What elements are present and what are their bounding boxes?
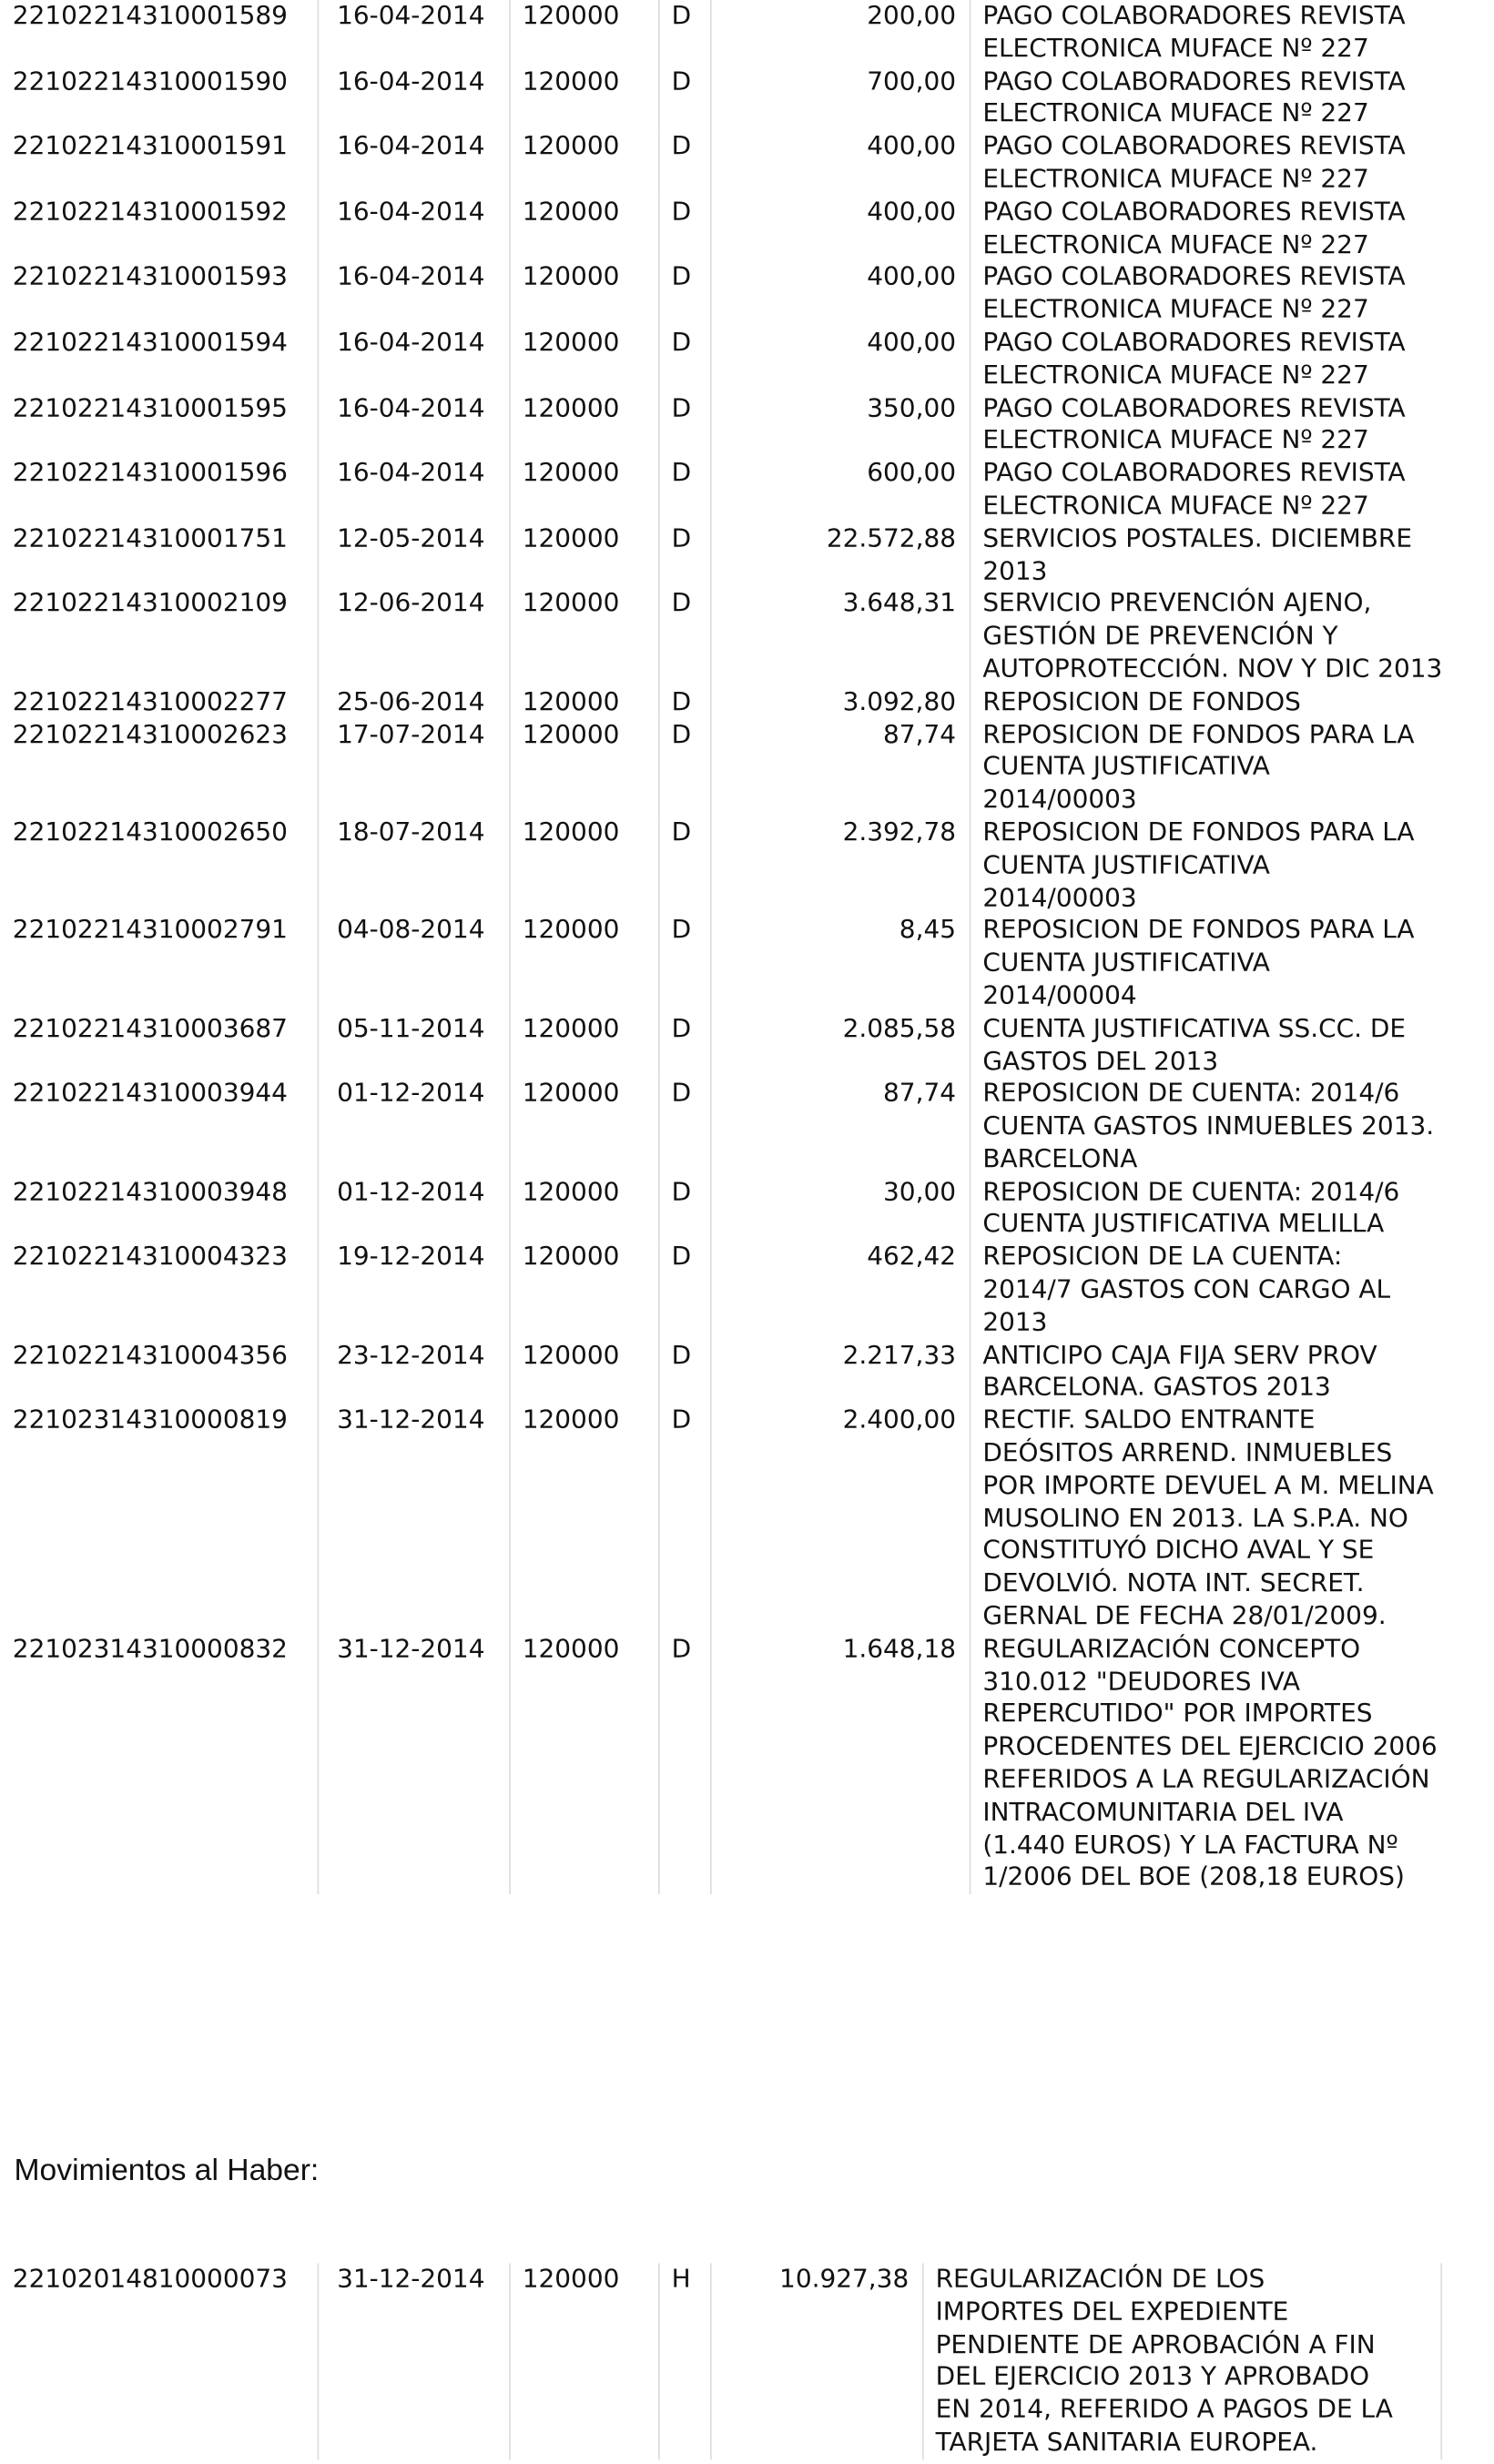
- concepto-line: REPOSICION DE LA CUENTA:: [982, 1241, 1343, 1272]
- concepto-line: SERVICIOS POSTALES. DICIEMBRE: [982, 522, 1412, 553]
- documento-cell: 22102214310003948: [12, 1175, 288, 1206]
- tipo-cell: D: [658, 261, 710, 327]
- concepto-cell: [970, 392, 1494, 458]
- concepto-cell: [970, 1339, 1494, 1404]
- concepto-line: CUENTA JUSTIFICATIVA: [982, 947, 1270, 978]
- table-row: [0, 457, 1494, 522]
- tipo-cell: D: [658, 1012, 710, 1078]
- concepto-line: GESTIÓN DE PREVENCIÓN Y: [982, 620, 1338, 651]
- documento-cell: 22102214310001596: [12, 457, 288, 488]
- concepto-line: SERVICIO PREVENCIÓN AJENO,: [982, 587, 1372, 618]
- concepto-line: PENDIENTE DE APROBACIÓN A FIN: [935, 2328, 1376, 2359]
- movimientos-haber-heading: Movimientos al Haber:: [14, 2153, 320, 2188]
- documento-cell: 22102214310002650: [12, 816, 288, 847]
- concepto-line: PAGO COLABORADORES REVISTA: [982, 65, 1406, 96]
- documento-cell: 22102214310002109: [12, 587, 288, 618]
- concepto-line: ELECTRONICA MUFACE Nº 227: [982, 293, 1369, 324]
- cuenta-cell: 120000: [509, 1012, 658, 1078]
- cuenta-cell: 120000: [509, 1404, 658, 1633]
- documento-cell: 22102214310001589: [12, 0, 288, 30]
- concepto-line: DEL EJERCICIO 2013 Y APROBADO: [935, 2361, 1370, 2391]
- concepto-line: CUENTA JUSTIFICATIVA MELILLA: [982, 1208, 1385, 1239]
- concepto-line: CUENTA JUSTIFICATIVA: [982, 751, 1270, 782]
- cuenta-cell: 120000: [509, 261, 658, 327]
- concepto-line: PROCEDENTES DEL EJERCICIO 2006: [982, 1730, 1438, 1761]
- cuenta-cell: 120000: [509, 588, 658, 686]
- concepto-cell: [970, 457, 1494, 522]
- fecha-cell: 31-12-2014: [318, 2264, 510, 2459]
- documento-cell: 22102314310000819: [12, 1404, 288, 1435]
- cuenta-cell: 120000: [509, 1176, 658, 1242]
- importe-cell: 2.392,78: [710, 816, 970, 915]
- cuenta-cell: 120000: [509, 522, 658, 588]
- importe-cell: 700,00: [710, 66, 970, 131]
- concepto-line: 2014/7 GASTOS CON CARGO AL: [982, 1273, 1391, 1304]
- cuenta-cell: 120000: [509, 457, 658, 522]
- table-row: [0, 588, 1494, 686]
- fecha-cell: 23-12-2014: [318, 1339, 510, 1404]
- documento-cell: 22102314310000832: [12, 1633, 288, 1664]
- fecha-cell: 01-12-2014: [318, 1176, 510, 1242]
- cuenta-cell: 120000: [509, 392, 658, 458]
- tipo-cell: D: [658, 196, 710, 261]
- tipo-cell: D: [658, 718, 710, 816]
- concepto-line: ELECTRONICA MUFACE Nº 227: [982, 228, 1369, 259]
- importe-cell: 8,45: [710, 915, 970, 1013]
- tipo-cell: D: [658, 392, 710, 458]
- concepto-cell: [970, 588, 1494, 686]
- importe-cell: 400,00: [710, 261, 970, 327]
- concepto-cell: [970, 915, 1494, 1013]
- fecha-cell: 19-12-2014: [318, 1242, 510, 1340]
- concepto-cell: [970, 1242, 1494, 1340]
- concepto-cell: [970, 0, 1494, 66]
- cuenta-cell: 120000: [509, 1339, 658, 1404]
- cuenta-cell: 120000: [509, 327, 658, 392]
- documento-cell: 22102214310001595: [12, 391, 288, 422]
- fecha-cell: 12-06-2014: [318, 588, 510, 686]
- concepto-line: REPOSICION DE FONDOS PARA LA: [982, 816, 1415, 847]
- cuenta-cell: 120000: [509, 1633, 658, 1894]
- importe-cell: 462,42: [710, 1242, 970, 1340]
- cuenta-cell: 120000: [509, 66, 658, 131]
- concepto-cell: [970, 1176, 1494, 1242]
- concepto-line: 310.012 "DEUDORES IVA: [982, 1666, 1301, 1696]
- fecha-cell: 01-12-2014: [318, 1078, 510, 1176]
- tipo-cell: D: [658, 522, 710, 588]
- concepto-line: 2013: [982, 1306, 1048, 1337]
- concepto-line: IMPORTES DEL EXPEDIENTE: [935, 2296, 1289, 2327]
- documento-cell: 22102214310003687: [12, 1012, 288, 1043]
- concepto-line: ANTICIPO CAJA FIJA SERV PROV: [982, 1339, 1377, 1370]
- tipo-cell: D: [658, 915, 710, 1013]
- concepto-line: REGULARIZACIÓN CONCEPTO: [982, 1633, 1361, 1664]
- concepto-line: REFERIDOS A LA REGULARIZACIÓN: [982, 1763, 1430, 1794]
- table-row: [0, 196, 1494, 261]
- concepto-line: PAGO COLABORADORES REVISTA: [982, 457, 1406, 488]
- documento-cell: 22102214310003944: [12, 1078, 288, 1109]
- table-row: [0, 1339, 1494, 1404]
- concepto-line: ELECTRONICA MUFACE Nº 227: [982, 97, 1369, 128]
- fecha-cell: 16-04-2014: [318, 261, 510, 327]
- tipo-cell: D: [658, 1242, 710, 1340]
- tipo-cell: D: [658, 816, 710, 915]
- fecha-cell: 16-04-2014: [318, 66, 510, 131]
- cuenta-cell: 120000: [509, 196, 658, 261]
- fecha-cell: 16-04-2014: [318, 457, 510, 522]
- concepto-line: MUSOLINO EN 2013. LA S.P.A. NO: [982, 1502, 1408, 1533]
- concepto-line: PAGO COLABORADORES REVISTA: [982, 196, 1406, 227]
- concepto-line: PAGO COLABORADORES REVISTA: [982, 326, 1406, 357]
- concepto-line: REPERCUTIDO" POR IMPORTES: [982, 1698, 1373, 1729]
- documento-cell: 22102214310002277: [12, 685, 288, 716]
- documento-cell: 22102214310002623: [12, 718, 288, 749]
- concepto-cell: [970, 522, 1494, 588]
- table-row: [0, 131, 1494, 197]
- concepto-cell: [970, 261, 1494, 327]
- documento-cell: 22102014810000073: [12, 2263, 288, 2294]
- table-row: [0, 1012, 1494, 1078]
- concepto-line: CUENTA JUSTIFICATIVA SS.CC. DE: [982, 1012, 1407, 1043]
- table-row: [0, 1633, 1494, 1894]
- concepto-cell: [922, 2264, 1440, 2459]
- documento-cell: 22102214310001593: [12, 261, 288, 291]
- tipo-cell: D: [658, 588, 710, 686]
- importe-cell: 1.648,18: [710, 1633, 970, 1894]
- fecha-cell: 05-11-2014: [318, 1012, 510, 1078]
- cuenta-cell: 120000: [509, 686, 658, 719]
- tipo-cell: D: [658, 1078, 710, 1176]
- fecha-cell: 16-04-2014: [318, 131, 510, 197]
- cuenta-cell: 120000: [509, 1242, 658, 1340]
- concepto-line: GASTOS DEL 2013: [982, 1045, 1219, 1076]
- concepto-cell: [970, 327, 1494, 392]
- table-row: [0, 66, 1494, 131]
- concepto-cell: [970, 718, 1494, 816]
- cuenta-cell: 120000: [509, 718, 658, 816]
- concepto-line: GERNAL DE FECHA 28/01/2009.: [982, 1600, 1387, 1631]
- concepto-line: ELECTRONICA MUFACE Nº 227: [982, 32, 1369, 63]
- concepto-line: 2014/00003: [982, 881, 1137, 912]
- table-row: [0, 718, 1494, 816]
- documento-cell: 22102214310002791: [12, 914, 288, 945]
- concepto-line: ELECTRONICA MUFACE Nº 227: [982, 163, 1369, 194]
- fecha-cell: 16-04-2014: [318, 196, 510, 261]
- table-row: [0, 2264, 1494, 2459]
- fecha-cell: 12-05-2014: [318, 522, 510, 588]
- tipo-cell: D: [658, 131, 710, 197]
- table-row: [0, 261, 1494, 327]
- tipo-cell: D: [658, 686, 710, 719]
- concepto-line: POR IMPORTE DEVUEL A M. MELINA: [982, 1469, 1434, 1500]
- concepto-line: PAGO COLABORADORES REVISTA: [982, 0, 1406, 30]
- concepto-line: 2013: [982, 555, 1048, 585]
- concepto-line: ELECTRONICA MUFACE Nº 227: [982, 424, 1369, 455]
- cuenta-cell: 120000: [509, 915, 658, 1013]
- concepto-cell: [970, 1012, 1494, 1078]
- importe-cell: 87,74: [710, 1078, 970, 1176]
- concepto-line: REPOSICION DE FONDOS: [982, 685, 1301, 716]
- concepto-line: 1/2006 DEL BOE (208,18 EUROS): [982, 1861, 1405, 1892]
- tipo-cell: D: [658, 327, 710, 392]
- concepto-line: BARCELONA. GASTOS 2013: [982, 1372, 1331, 1402]
- importe-cell: 600,00: [710, 457, 970, 522]
- importe-cell: 200,00: [710, 0, 970, 66]
- movimientos-haber-table: [0, 2264, 1494, 2459]
- tipo-cell: H: [658, 2264, 710, 2459]
- table-row: [0, 1176, 1494, 1242]
- concepto-cell: [970, 196, 1494, 261]
- movimientos-haber-body: [0, 2264, 1494, 2459]
- concepto-line: DEÓSITOS ARREND. INMUEBLES: [982, 1436, 1393, 1467]
- concepto-line: ELECTRONICA MUFACE Nº 227: [982, 490, 1369, 521]
- concepto-line: CUENTA GASTOS INMUEBLES 2013.: [982, 1110, 1435, 1141]
- concepto-line: 2014/00004: [982, 979, 1137, 1010]
- documento-cell: 22102214310004356: [12, 1339, 288, 1370]
- fecha-cell: 16-04-2014: [318, 0, 510, 66]
- fecha-cell: 25-06-2014: [318, 686, 510, 719]
- table-row: [0, 816, 1494, 915]
- concepto-line: TARJETA SANITARIA EUROPEA.: [935, 2426, 1318, 2457]
- table-row: [0, 522, 1494, 588]
- importe-cell: 400,00: [710, 131, 970, 197]
- concepto-line: DEVOLVIÓ. NOTA INT. SECRET.: [982, 1567, 1365, 1598]
- concepto-line: REGULARIZACIÓN DE LOS: [935, 2263, 1265, 2294]
- cuenta-cell: 120000: [509, 1078, 658, 1176]
- concepto-line: REPOSICION DE CUENTA: 2014/6: [982, 1078, 1400, 1109]
- concepto-cell: [970, 66, 1494, 131]
- concepto-cell: [970, 1078, 1494, 1176]
- importe-cell: 3.648,31: [710, 588, 970, 686]
- table-row: [0, 392, 1494, 458]
- table-row: [0, 0, 1494, 66]
- importe-cell: 30,00: [710, 1176, 970, 1242]
- table-row: [0, 1404, 1494, 1633]
- concepto-cell: [970, 1404, 1494, 1633]
- table-row: [0, 327, 1494, 392]
- cuenta-cell: 120000: [509, 131, 658, 197]
- cuenta-cell: 120000: [509, 0, 658, 66]
- concepto-line: REPOSICION DE FONDOS PARA LA: [982, 718, 1415, 749]
- fecha-cell: 04-08-2014: [318, 915, 510, 1013]
- table-row: [0, 1242, 1494, 1340]
- concepto-line: PAGO COLABORADORES REVISTA: [982, 391, 1406, 422]
- tipo-cell: D: [658, 1339, 710, 1404]
- concepto-line: CONSTITUYÓ DICHO AVAL Y SE: [982, 1535, 1375, 1566]
- fecha-cell: 31-12-2014: [318, 1633, 510, 1894]
- cuenta-cell: 120000: [509, 816, 658, 915]
- concepto-line: PAGO COLABORADORES REVISTA: [982, 130, 1406, 161]
- fecha-cell: 17-07-2014: [318, 718, 510, 816]
- table-row: [0, 686, 1494, 719]
- tipo-cell: D: [658, 1176, 710, 1242]
- tipo-cell: D: [658, 66, 710, 131]
- importe-cell: 87,74: [710, 718, 970, 816]
- documento-cell: 22102214310001592: [12, 196, 288, 227]
- cuenta-cell: 120000: [509, 2264, 658, 2459]
- table-row: [0, 1078, 1494, 1176]
- fecha-cell: 16-04-2014: [318, 327, 510, 392]
- tipo-cell: D: [658, 1633, 710, 1894]
- fecha-cell: 16-04-2014: [318, 392, 510, 458]
- importe-cell: 22.572,88: [710, 522, 970, 588]
- importe-cell: 400,00: [710, 196, 970, 261]
- table-row: [0, 915, 1494, 1013]
- concepto-line: PAGO COLABORADORES REVISTA: [982, 261, 1406, 291]
- importe-cell: 2.400,00: [710, 1404, 970, 1633]
- concepto-line: BARCELONA: [982, 1143, 1138, 1173]
- importe-cell: 3.092,80: [710, 686, 970, 719]
- concepto-cell: [970, 131, 1494, 197]
- importe-cell: 400,00: [710, 327, 970, 392]
- concepto-line: REPOSICION DE FONDOS PARA LA: [982, 914, 1415, 945]
- documento-cell: 22102214310004323: [12, 1241, 288, 1272]
- empty-cell: [1440, 2264, 1494, 2459]
- concepto-line: RECTIF. SALDO ENTRANTE: [982, 1404, 1316, 1435]
- tipo-cell: D: [658, 457, 710, 522]
- concepto-line: REPOSICION DE CUENTA: 2014/6: [982, 1175, 1400, 1206]
- concepto-cell: [970, 686, 1494, 719]
- documento-cell: 22102214310001751: [12, 522, 288, 553]
- documento-cell: 22102214310001590: [12, 65, 288, 96]
- concepto-line: ELECTRONICA MUFACE Nº 227: [982, 359, 1369, 390]
- importe-cell: 2.217,33: [710, 1339, 970, 1404]
- concepto-line: (1.440 EUROS) Y LA FACTURA Nº: [982, 1829, 1398, 1860]
- importe-cell: 10.927,38: [710, 2264, 922, 2459]
- concepto-cell: [970, 1633, 1494, 1894]
- fecha-cell: 31-12-2014: [318, 1404, 510, 1633]
- concepto-line: CUENTA JUSTIFICATIVA: [982, 849, 1270, 879]
- concepto-line: AUTOPROTECCIÓN. NOV Y DIC 2013: [982, 653, 1443, 684]
- documento-cell: 22102214310001591: [12, 130, 288, 161]
- fecha-cell: 18-07-2014: [318, 816, 510, 915]
- concepto-cell: [970, 816, 1494, 915]
- concepto-line: EN 2014, REFERIDO A PAGOS DE LA: [935, 2394, 1393, 2424]
- importe-cell: 2.085,58: [710, 1012, 970, 1078]
- documento-cell: 22102214310001594: [12, 326, 288, 357]
- concepto-line: 2014/00003: [982, 784, 1137, 815]
- tipo-cell: D: [658, 1404, 710, 1633]
- tipo-cell: D: [658, 0, 710, 66]
- importe-cell: 350,00: [710, 392, 970, 458]
- concepto-line: INTRACOMUNITARIA DEL IVA: [982, 1796, 1344, 1827]
